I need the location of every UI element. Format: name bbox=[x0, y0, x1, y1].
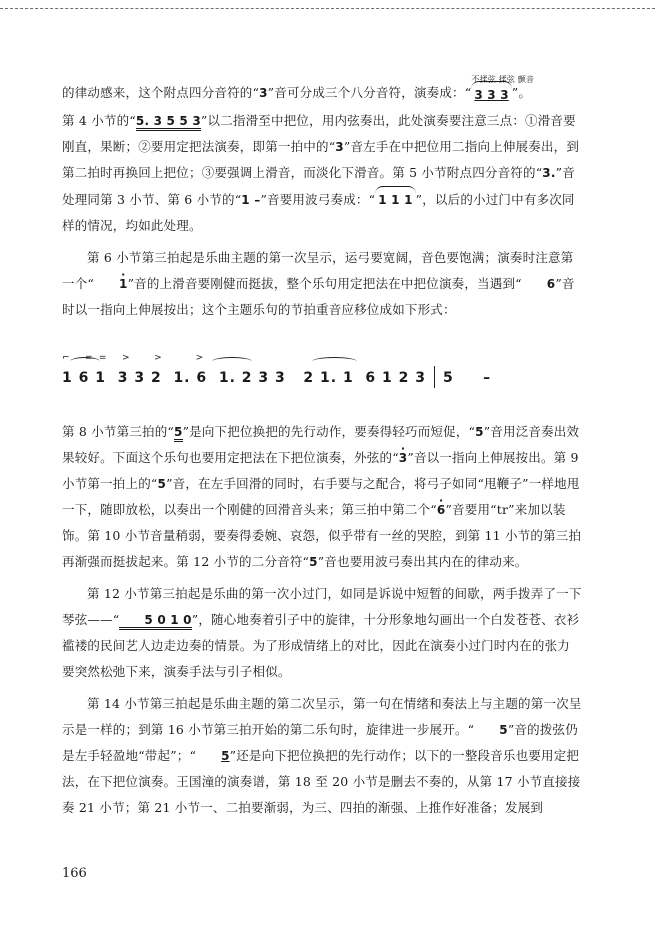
text: 的律动感来，这个附点四分音符的“ bbox=[62, 85, 260, 100]
top-dashed-rule bbox=[0, 8, 655, 9]
page-body bbox=[62, 75, 582, 821]
paragraph-4 bbox=[62, 419, 582, 575]
paragraph-2 bbox=[62, 108, 582, 239]
text: ”音也要用波弓奏出其内在的律动来。 bbox=[317, 554, 528, 569]
text: ”，以后的小过门中有多次同样的情况，均如此处理。 bbox=[62, 192, 575, 233]
paragraph-6 bbox=[62, 691, 582, 821]
score-accent-marks: ⌐ = = > > > bbox=[62, 353, 204, 363]
note-5: 5 bbox=[475, 425, 484, 439]
note-3-high: · 3 bbox=[399, 445, 408, 471]
notes-bow-111: 1 1 1 bbox=[375, 186, 415, 213]
text: ”音要用“tr”来加以装饰。第 10 小节音量稍弱，要奏得委婉、哀怨，似乎带有一丝的哭腔，到第 11 小节的第三拍再渐强而挺拔起来。第 12 小节的二分音符“ bbox=[62, 502, 582, 569]
inline-score-333 bbox=[471, 75, 535, 108]
text: ”音用泛音奏出效果较好。下面这个乐句也要用定把法在下把位演奏，外弦的“ bbox=[62, 424, 580, 465]
paragraph-5 bbox=[62, 581, 582, 685]
text: ”音处理同第 3 小节、第 6 小节的“ bbox=[62, 165, 575, 207]
technique-tag: 不揉弦 揉弦 颤音 bbox=[471, 75, 535, 84]
score-excerpt bbox=[62, 343, 582, 397]
text: ”音左手在中把位用二指向上伸展奏出，到第二拍时再换回上把位；③要强调上滑音，而淡化下滑音。第 5 小节附点四分音符的“ bbox=[62, 139, 580, 180]
text: ”，随心地奏着引子中的旋律，十分形象地勾画出一个白发苍苍、衣衫褴褛的民间艺人边走边奏的情景。为了形成情绪上的对比，因此在演奏小过门时内在的张力要突然松弛下来，演奏手法与引子相似。 bbox=[62, 612, 580, 679]
text: ”音时以一指向上伸展按出；这个主题乐句的节拍重音应移位成如下形式： bbox=[62, 276, 575, 317]
note-1-dash: 1 – bbox=[241, 193, 261, 207]
text: ”音可分成三个八分音符，演奏成：“ bbox=[267, 85, 472, 100]
note-5-grace: 5 bbox=[174, 425, 183, 442]
note-3: 3 bbox=[335, 140, 344, 154]
text: 第 4 小节的“ bbox=[62, 113, 136, 128]
text: ”是向下把位换把的先行动作，要奏得轻巧而短促，“ bbox=[182, 424, 476, 439]
note-1-high: · 1 bbox=[94, 271, 128, 297]
score-notes-text: 1 6 1 3 3 2 1. 6 1. 2 3 3 2 1. 1 6 1 2 3 bbox=[62, 370, 427, 386]
score-notes bbox=[62, 365, 491, 391]
notes-333: 3 3 3 bbox=[471, 81, 511, 108]
page-number: 166 bbox=[62, 866, 87, 881]
note-3-dot: 3. bbox=[542, 166, 556, 180]
text: ”音，在左手回滑的同时，右手要与之配合，将弓子如同“甩鞭子”一样地甩一下，随即放松，以奏出一个刚健的回滑音头来；第三拍中第二个“ bbox=[62, 476, 580, 517]
text: ”音的拨弦仍是左手轻盈地“带起”；“ bbox=[62, 722, 578, 763]
text: ”音要用波弓奏成：“ bbox=[260, 192, 376, 207]
note-5-grace: 5 bbox=[221, 749, 230, 763]
bar-line bbox=[434, 366, 435, 388]
text: ”还是向下把位换把的先行动作；以下的一整段音乐也要用定把法，在下把位演奏。王国潼的演奏谱，第 18 至 20 小节是删去不奏的，从第 17 小节直接接奏 21 小节；第 21 小节一、二拍要渐弱，为三、四拍的渐强、上推作好准备；发展到 bbox=[62, 748, 581, 815]
paragraph-3 bbox=[62, 245, 582, 323]
text: 第 14 小节第三拍起是乐曲主题的第二次呈示，第一句在情绪和奏法上与主题的第一次呈示是一样的；到第 16 小节第三拍开始的第二乐句时，旋律进一步展开。“ bbox=[62, 696, 582, 737]
text: 第 12 小节第三拍起是乐曲的第一次小过门，如同是诉说中短暂的间歇，两手拨弄了一下琴弦——“ bbox=[62, 586, 582, 627]
text: ”。 bbox=[511, 85, 532, 100]
note-5: 5 bbox=[157, 477, 167, 491]
text: ”音的上滑音要刚健而挺拔，整个乐句用定把法在中把位演奏，当遇到“ bbox=[127, 276, 522, 291]
score-end-notes: 5 – bbox=[443, 370, 492, 386]
note-5: 5 bbox=[309, 555, 318, 569]
text: 第 8 小节第三拍的“ bbox=[62, 424, 174, 439]
note-6-high: · 6 bbox=[437, 497, 446, 523]
note-3: 3 bbox=[259, 86, 268, 100]
notes-bar4: 5. 3 5 5 3 bbox=[136, 114, 201, 131]
note-6: 6 bbox=[546, 277, 556, 291]
text: ”以二指滑至中把位，用内弦奏出，此处演奏要注意三点：①滑音要刚直，果断；②要用定把法演奏，即第一拍中的“ bbox=[62, 113, 576, 154]
paragraph-1 bbox=[62, 75, 582, 108]
text: ”音以一指向上伸展按出。第 9 小节第一拍上的“ bbox=[62, 450, 579, 491]
text: 第 6 小节第三拍起是乐曲主题的第一次呈示，运弓要宽阔，音色要饱满；演奏时注意第一个“ bbox=[62, 250, 574, 291]
note-5-pluck: 5 bbox=[499, 723, 508, 737]
notes-5010: 5 0 1 0 bbox=[119, 613, 191, 630]
